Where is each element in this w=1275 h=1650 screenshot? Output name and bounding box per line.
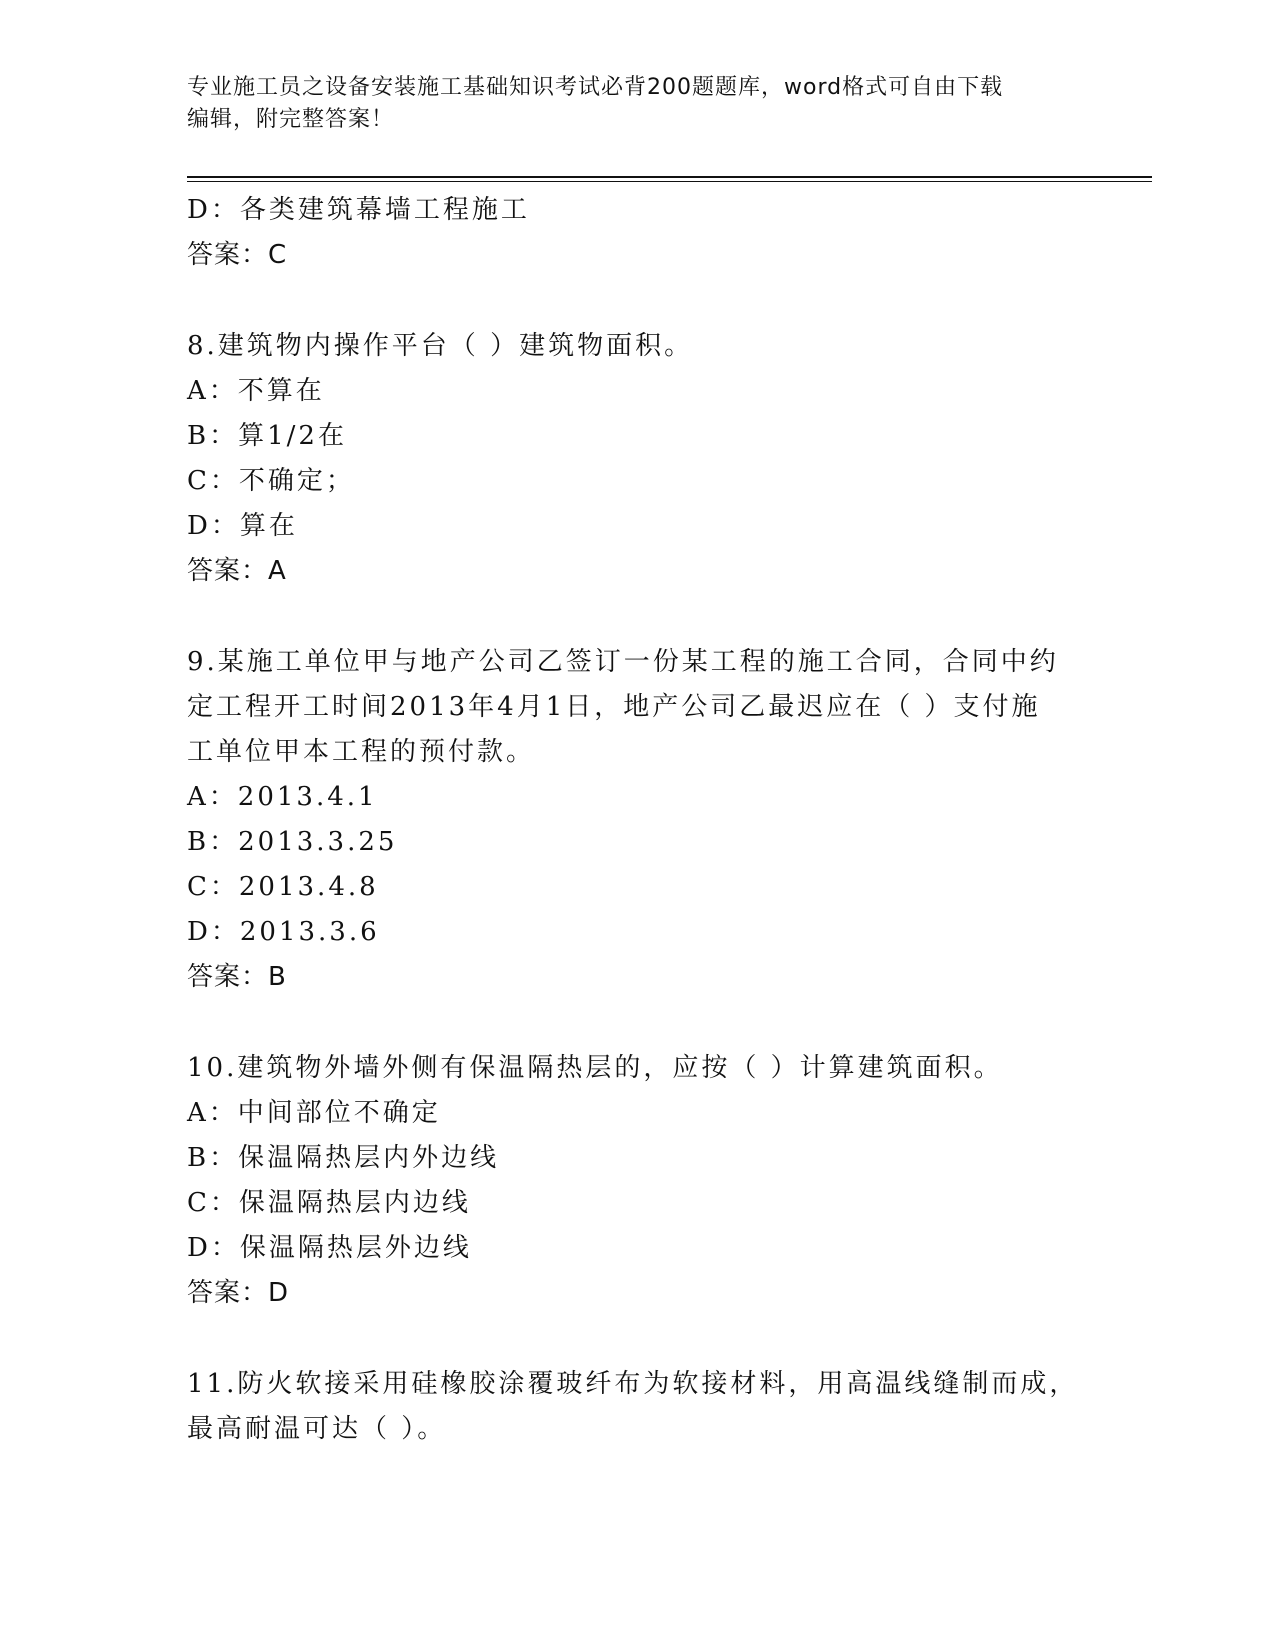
option-b: B：算1/2在 [187, 421, 347, 451]
spacer [187, 1000, 1067, 1046]
question-stem-line-2: 最高耐温可达（ ）。 [187, 1414, 447, 1444]
option-c: C：不确定； [187, 466, 355, 496]
spacer [187, 1316, 1067, 1362]
answer-line: 答案：B [187, 962, 287, 992]
option-a: A：2013.4.1 [187, 782, 378, 812]
option-d: D：保温隔热层外边线 [187, 1233, 472, 1263]
answer-line: 答案：D [187, 1278, 290, 1308]
option-b: B：保温隔热层内外边线 [187, 1143, 500, 1173]
header-line-1: 专业施工员之设备安装施工基础知识考试必背200题题库，word格式可自由下载 [187, 75, 1004, 100]
question-stem-line-3: 工单位甲本工程的预付款。 [187, 737, 536, 767]
answer-line: 答案：C [187, 240, 288, 270]
option-d: D：各类建筑幕墙工程施工 [187, 195, 530, 225]
question-11 [187, 1362, 1079, 1452]
answer-line: 答案：A [187, 556, 287, 586]
question-list [187, 188, 1079, 1452]
document-header [187, 72, 1067, 136]
option-a: A：不算在 [187, 376, 325, 406]
question-8 [187, 324, 1067, 594]
header-divider-thick [187, 176, 1152, 178]
option-c: C：2013.4.8 [187, 872, 379, 902]
question-stem: 8.建筑物内操作平台（ ）建筑物面积。 [187, 331, 694, 361]
question-stem: 10.建筑物外墙外侧有保温隔热层的，应按（ ）计算建筑面积。 [187, 1053, 1003, 1083]
option-d: D：算在 [187, 511, 298, 541]
header-line-2: 编辑，附完整答案！ [187, 107, 395, 132]
spacer [187, 594, 1067, 640]
question-stem-line-1: 11.防火软接采用硅橡胶涂覆玻纤布为软接材料，用高温线缝制而成， [187, 1369, 1079, 1399]
header-divider-thin [187, 181, 1152, 182]
option-d: D：2013.3.6 [187, 917, 380, 947]
question-fragment-7 [187, 188, 1067, 278]
question-9 [187, 640, 1067, 1000]
question-stem-line-2: 定工程开工时间2013年4月1日，地产公司乙最迟应在（ ）支付施 [187, 692, 1041, 722]
question-10 [187, 1046, 1067, 1316]
question-stem-line-1: 9.某施工单位甲与地产公司乙签订一份某工程的施工合同，合同中约 [187, 647, 1059, 677]
spacer [187, 278, 1067, 324]
option-c: C：保温隔热层内边线 [187, 1188, 471, 1218]
option-a: A：中间部位不确定 [187, 1098, 441, 1128]
option-b: B：2013.3.25 [187, 827, 398, 857]
